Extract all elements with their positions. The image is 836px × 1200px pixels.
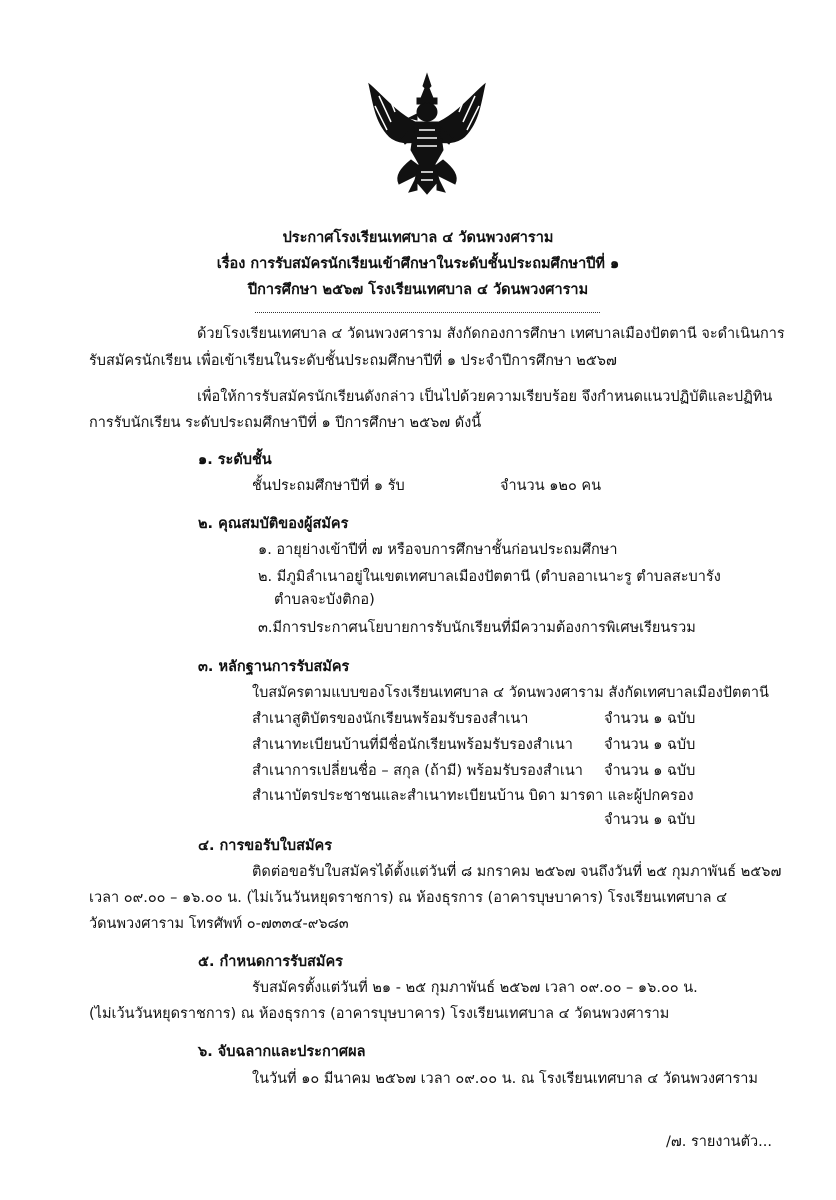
- document-house-registration-qty: จำนวน ๑ ฉบับ: [604, 737, 696, 753]
- section-5-line-2: (ไม่เว้นวันหยุดราชการ) ณ ห้องธุรการ (อาคารบุษบาคาร) โรงเรียนเทศบาล ๔ วัดนพวงศาราม: [89, 1006, 670, 1022]
- document-name-change: สำเนาการเปลี่ยนชื่อ – สกุล (ถ้ามี) พร้อมรับรองสำเนา: [252, 763, 583, 779]
- section-5-line-1: รับสมัครตั้งแต่วันที่ ๒๑ - ๒๕ กุมภาพันธ์ ๒๕๖๗ เวลา ๐๙.๐๐ – ๑๖.๐๐ น.: [252, 980, 698, 996]
- section-4-line-1: ติดต่อขอรับใบสมัครได้ตั้งแต่วันที่ ๘ มกราคม ๒๕๖๗ จนถึงวันที่ ๒๕ กุมภาพันธ์ ๒๕๖๗: [252, 864, 782, 880]
- next-page-marker: /๗. รายงานตัว...: [666, 1134, 772, 1150]
- section-6-heading: ๖. จับฉลากและประกาศผล: [198, 1044, 366, 1060]
- section-1-level: ชั้นประถมศึกษาปีที่ ๑ รับ: [252, 478, 405, 494]
- section-3-heading: ๓. หลักฐานการรับสมัคร: [198, 659, 350, 675]
- section-4-line-3: วัดนพวงศาราม โทรศัพท์ ๐-๗๓๓๔-๙๖๘๓: [89, 916, 349, 932]
- intro-paragraph-2-line-1: เพื่อให้การรับสมัครนักเรียนดังกล่าว เป็นไปด้วยความเรียบร้อย จึงกำหนดแนวปฏิบัติและปฏิทิน: [197, 389, 773, 405]
- document-house-registration: สำเนาทะเบียนบ้านที่มีชื่อนักเรียนพร้อมรับรองสำเนา: [252, 737, 573, 753]
- header-divider: [255, 312, 600, 313]
- section-1-heading: ๑. ระดับชั้น: [198, 452, 272, 468]
- section-2-heading: ๒. คุณสมบัติของผู้สมัคร: [198, 516, 349, 532]
- garuda-emblem-icon: [365, 72, 489, 198]
- section-1-count: จำนวน ๑๒๐ คน: [500, 478, 602, 494]
- intro-paragraph-1-line-1: ด้วยโรงเรียนเทศบาล ๔ วัดนพวงศาราม สังกัดกองการศึกษา เทศบาลเมืองปัตตานี จะดำเนินการ: [197, 326, 785, 342]
- document-name-change-qty: จำนวน ๑ ฉบับ: [604, 763, 696, 779]
- document-birth-certificate-qty: จำนวน ๑ ฉบับ: [604, 711, 696, 727]
- section-2-item-1: ๑. อายุย่างเข้าปีที่ ๗ หรือจบการศึกษาชั้นก่อนประถมศึกษา: [258, 542, 618, 558]
- document-parent-ids: สำเนาบัตรประชาชนและสำเนาทะเบียนบ้าน บิดา มารดา และผู้ปกครอง: [252, 788, 694, 804]
- section-6-line-1: ในวันที่ ๑๐ มีนาคม ๒๕๖๗ เวลา ๐๙.๐๐ น. ณ โรงเรียนเทศบาล ๔ วัดนพวงศาราม: [252, 1071, 758, 1087]
- section-4-line-2: เวลา ๐๙.๐๐ – ๑๖.๐๐ น. (ไม่เว้นวันหยุดราชการ) ณ ห้องธุรการ (อาคารบุษบาคาร) โรงเรียนเทศบาล ๔: [89, 890, 728, 906]
- announcement-subject: เรื่อง การรับสมัครนักเรียนเข้าศึกษาในระดับชั้นประถมศึกษาปีที่ ๑: [216, 256, 620, 272]
- section-2-item-2-line-2: ตำบลจะบังติกอ): [274, 592, 375, 608]
- intro-paragraph-2-line-2: การรับนักเรียน ระดับประถมศึกษาปีที่ ๑ ปีการศึกษา ๒๕๖๗ ดังนี้: [89, 415, 482, 431]
- announcement-year: ปีการศึกษา ๒๕๖๗ โรงเรียนเทศบาล ๔ วัดนพวงศาราม: [247, 282, 589, 298]
- section-4-heading: ๔. การขอรับใบสมัคร: [198, 838, 333, 854]
- document-parent-ids-qty: จำนวน ๑ ฉบับ: [604, 812, 696, 828]
- intro-paragraph-1-line-2: รับสมัครนักเรียน เพื่อเข้าเรียนในระดับชั้นประถมศึกษาปีที่ ๑ ประจำปีการศึกษา ๒๕๖๗: [89, 353, 617, 369]
- announcement-title: ประกาศโรงเรียนเทศบาล ๔ วัดนพวงศาราม: [282, 230, 554, 246]
- document-application-form: ใบสมัครตามแบบของโรงเรียนเทศบาล ๔ วัดนพวงศาราม สังกัดเทศบาลเมืองปัตตานี: [252, 685, 769, 701]
- document-birth-certificate: สำเนาสูติบัตรของนักเรียนพร้อมรับรองสำเนา: [252, 711, 529, 727]
- section-2-item-3: ๓.มีการประกาศนโยบายการรับนักเรียนที่มีความต้องการพิเศษเรียนรวม: [258, 620, 696, 636]
- section-2-item-2-line-1: ๒. มีภูมิลำเนาอยู่ในเขตเทศบาลเมืองปัตตานี (ตำบลอาเนาะรู ตำบลสะบารัง: [258, 569, 721, 585]
- section-5-heading: ๕. กำหนดการรับสมัคร: [198, 954, 343, 970]
